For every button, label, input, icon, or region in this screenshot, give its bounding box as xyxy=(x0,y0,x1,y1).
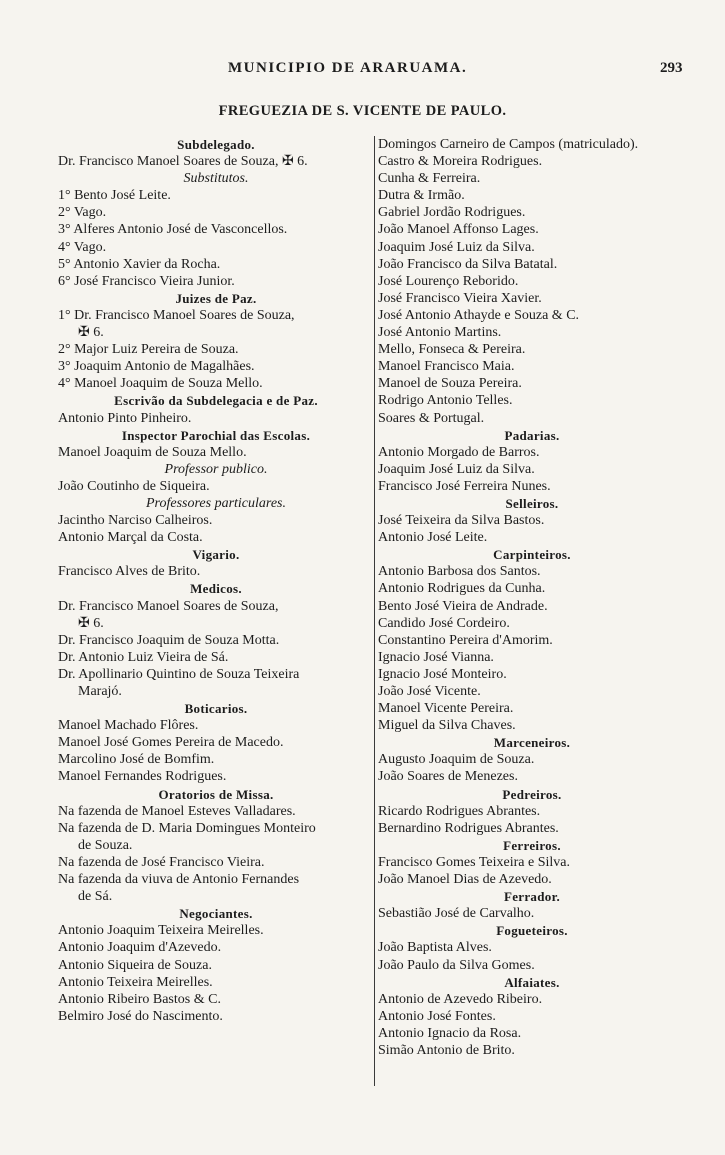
heading-padarias: Padarias. xyxy=(504,427,560,443)
heading-ferrador: Ferrador. xyxy=(503,889,560,905)
list-item: Antonio de Azevedo Ribeiro. xyxy=(378,991,543,1007)
heading-selleiros: Selleiros. xyxy=(505,495,559,511)
list-item: Francisco José Ferreira Nunes. xyxy=(378,478,551,494)
heading-oratorios: Oratorios de Missa. xyxy=(158,786,274,802)
list-item: 1° Bento José Leite. xyxy=(58,188,171,204)
heading-vigario: Vigario. xyxy=(192,547,240,563)
list-item: Antonio Ignacio da Rosa. xyxy=(378,1025,522,1041)
list-item: Augusto Joaquim de Souza. xyxy=(378,752,535,768)
list-item: Antonio Rodrigues da Cunha. xyxy=(378,581,546,597)
list-item: João Soares de Menezes. xyxy=(378,769,518,785)
list-item: José Teixeira da Silva Bastos. xyxy=(378,513,545,529)
list-item: 4° Manoel Joaquim de Souza Mello. xyxy=(58,376,263,392)
list-item: Joaquim José Luiz da Silva. xyxy=(378,239,535,255)
right-column xyxy=(374,136,686,1086)
list-item: João Paulo da Silva Gomes. xyxy=(378,957,535,973)
heading-substitutos: Substitutos. xyxy=(183,171,249,187)
list-item: Antonio Pinto Pinheiro. xyxy=(58,410,192,426)
heading-negociantes: Negociantes. xyxy=(179,906,253,922)
heading-pedreiros: Pedreiros. xyxy=(502,786,562,802)
heading-boticarios: Boticarios. xyxy=(184,701,248,717)
list-item: Candido José Cordeiro. xyxy=(378,615,510,631)
list-item: Rodrigo Antonio Telles. xyxy=(378,393,513,409)
list-item: 6° José Francisco Vieira Junior. xyxy=(58,273,235,289)
list-item: João Baptista Alves. xyxy=(378,940,492,956)
list-item: Marcolino José de Bomfim. xyxy=(58,752,215,768)
list-item: Sebastião José de Carvalho. xyxy=(378,906,535,922)
list-item: Ignacio José Monteiro. xyxy=(378,666,507,682)
list-item: João Manoel Dias de Azevedo. xyxy=(378,872,552,888)
list-item: Antonio Ribeiro Bastos & C. xyxy=(58,991,221,1007)
heading-marceneiros: Marceneiros. xyxy=(493,735,571,751)
list-item: Bento José Vieira de Andrade. xyxy=(378,598,548,614)
list-item: Dr. Antonio Luiz Vieira de Sá. xyxy=(58,649,229,665)
list-item: Antonio Joaquim Teixeira Meirelles. xyxy=(58,923,264,939)
list-item: João José Vicente. xyxy=(378,684,481,699)
list-item: Manoel José Gomes Pereira de Macedo. xyxy=(58,735,284,751)
list-item: João Coutinho de Siqueira. xyxy=(58,478,210,494)
heading-carpinteiros: Carpinteiros. xyxy=(493,547,571,563)
list-item-continuation: de Souza. xyxy=(78,837,133,853)
list-item: 3° Alferes Antonio José de Vasconcellos. xyxy=(58,222,288,238)
list-item: Ricardo Rodrigues Abrantes. xyxy=(378,803,541,819)
heading-alfaiates: Alfaiates. xyxy=(504,974,560,990)
list-item: Joaquim José Luiz da Silva. xyxy=(378,461,535,477)
left-column xyxy=(58,136,374,1025)
list-item: Castro & Moreira Rodrigues. xyxy=(378,154,543,170)
list-item-continuation: ✠ 6. xyxy=(78,615,104,631)
list-item: 2° Vago. xyxy=(58,205,107,221)
heading-subdelegado: Subdelegado. xyxy=(177,137,255,152)
list-item: Dr. Francisco Manoel Soares de Souza, xyxy=(58,598,279,614)
list-item: Dr. Apollinario Quintino de Souza Teixeira xyxy=(58,666,300,682)
list-item: Antonio Siqueira de Souza. xyxy=(58,957,212,973)
heading-professores-particulares: Professores particulares. xyxy=(146,495,286,511)
list-item: Ignacio José Vianna. xyxy=(378,649,494,665)
list-item: Dutra & Irmão. xyxy=(378,188,465,204)
list-item: Soares & Portugal. xyxy=(378,410,485,426)
heading-professor-publico: Professor publico. xyxy=(164,461,268,477)
page-title: MUNICIPIO DE ARARUAMA. xyxy=(228,60,468,76)
section-title: FREGUEZIA DE S. VICENTE DE PAULO. xyxy=(218,103,507,119)
list-item: Dr. Francisco Manoel Soares de Souza, ✠ 6. xyxy=(58,154,308,170)
list-item: Mello, Fonseca & Pereira. xyxy=(378,342,526,358)
list-item: Miguel da Silva Chaves. xyxy=(378,718,516,734)
list-item: Francisco Alves de Brito. xyxy=(58,564,201,580)
list-item-continuation: Marajó. xyxy=(78,684,122,699)
heading-medicos: Medicos. xyxy=(190,581,242,597)
list-item: Belmiro José do Nascimento. xyxy=(58,1008,223,1024)
list-item: Antonio José Fontes. xyxy=(378,1008,496,1024)
heading-escrivao: Escrivão da Subdelegacia e de Paz. xyxy=(114,393,318,409)
list-item: Constantino Pereira d'Amorim. xyxy=(378,632,553,648)
list-item: Antonio Barbosa dos Santos. xyxy=(378,564,541,580)
list-item: Francisco Gomes Teixeira e Silva. xyxy=(378,854,570,870)
list-item: Antonio Morgado de Barros. xyxy=(378,444,540,460)
page-number: 293 xyxy=(660,60,683,76)
list-item: Antonio Marçal da Costa. xyxy=(58,530,203,546)
list-item-continuation: de Sá. xyxy=(78,889,113,905)
list-item: Antonio José Leite. xyxy=(378,530,488,546)
list-item: José Francisco Vieira Xavier. xyxy=(378,290,542,306)
heading-juizes: Juizes de Paz. xyxy=(175,290,257,306)
list-item: Dr. Francisco Joaquim de Souza Motta. xyxy=(58,632,280,648)
list-item: Antonio Teixeira Meirelles. xyxy=(58,974,213,990)
list-item: Jacintho Narciso Calheiros. xyxy=(58,513,213,529)
list-item: Domingos Carneiro de Campos (matriculado). xyxy=(378,137,639,152)
list-item: Manoel Fernandes Rodrigues. xyxy=(58,769,227,785)
list-item: José Antonio Martins. xyxy=(378,325,502,341)
list-item: Antonio Joaquim d'Azevedo. xyxy=(58,940,222,956)
list-item: João Manoel Affonso Lages. xyxy=(378,222,539,238)
list-item: Manoel Vicente Pereira. xyxy=(378,701,514,717)
list-item: Manoel Joaquim de Souza Mello. xyxy=(58,444,247,460)
list-item: João Francisco da Silva Batatal. xyxy=(378,256,558,272)
list-item: Gabriel Jordão Rodrigues. xyxy=(378,205,526,221)
heading-fogueteiros: Fogueteiros. xyxy=(496,923,568,939)
list-item: Na fazenda da viuva de Antonio Fernandes xyxy=(58,872,300,888)
list-item: 1° Dr. Francisco Manoel Soares de Souza, xyxy=(58,307,295,323)
list-item: José Lourenço Reborido. xyxy=(378,273,519,289)
list-item: Simão Antonio de Brito. xyxy=(378,1042,515,1058)
list-item: 2° Major Luiz Pereira de Souza. xyxy=(58,342,239,358)
list-item-continuation: ✠ 6. xyxy=(78,325,104,341)
list-item: 4° Vago. xyxy=(58,239,107,255)
list-item: 5° Antonio Xavier da Rocha. xyxy=(58,256,221,272)
list-item: Na fazenda de D. Maria Domingues Monteiro xyxy=(58,820,316,836)
list-item: Na fazenda de Manoel Esteves Valladares. xyxy=(58,803,296,819)
list-item: Manoel Francisco Maia. xyxy=(378,359,515,375)
list-item: Cunha & Ferreira. xyxy=(378,171,481,187)
heading-ferreiros: Ferreiros. xyxy=(503,837,561,853)
list-item: Na fazenda de José Francisco Vieira. xyxy=(58,854,265,870)
heading-inspector: Inspector Parochial das Escolas. xyxy=(121,427,311,443)
list-item: José Antonio Athayde e Souza & C. xyxy=(378,307,580,323)
list-item: Bernardino Rodrigues Abrantes. xyxy=(378,820,559,836)
list-item: Manoel de Souza Pereira. xyxy=(378,376,522,392)
running-head xyxy=(0,60,725,80)
list-item: 3° Joaquim Antonio de Magalhães. xyxy=(58,359,255,375)
list-item: Manoel Machado Flôres. xyxy=(58,718,199,734)
